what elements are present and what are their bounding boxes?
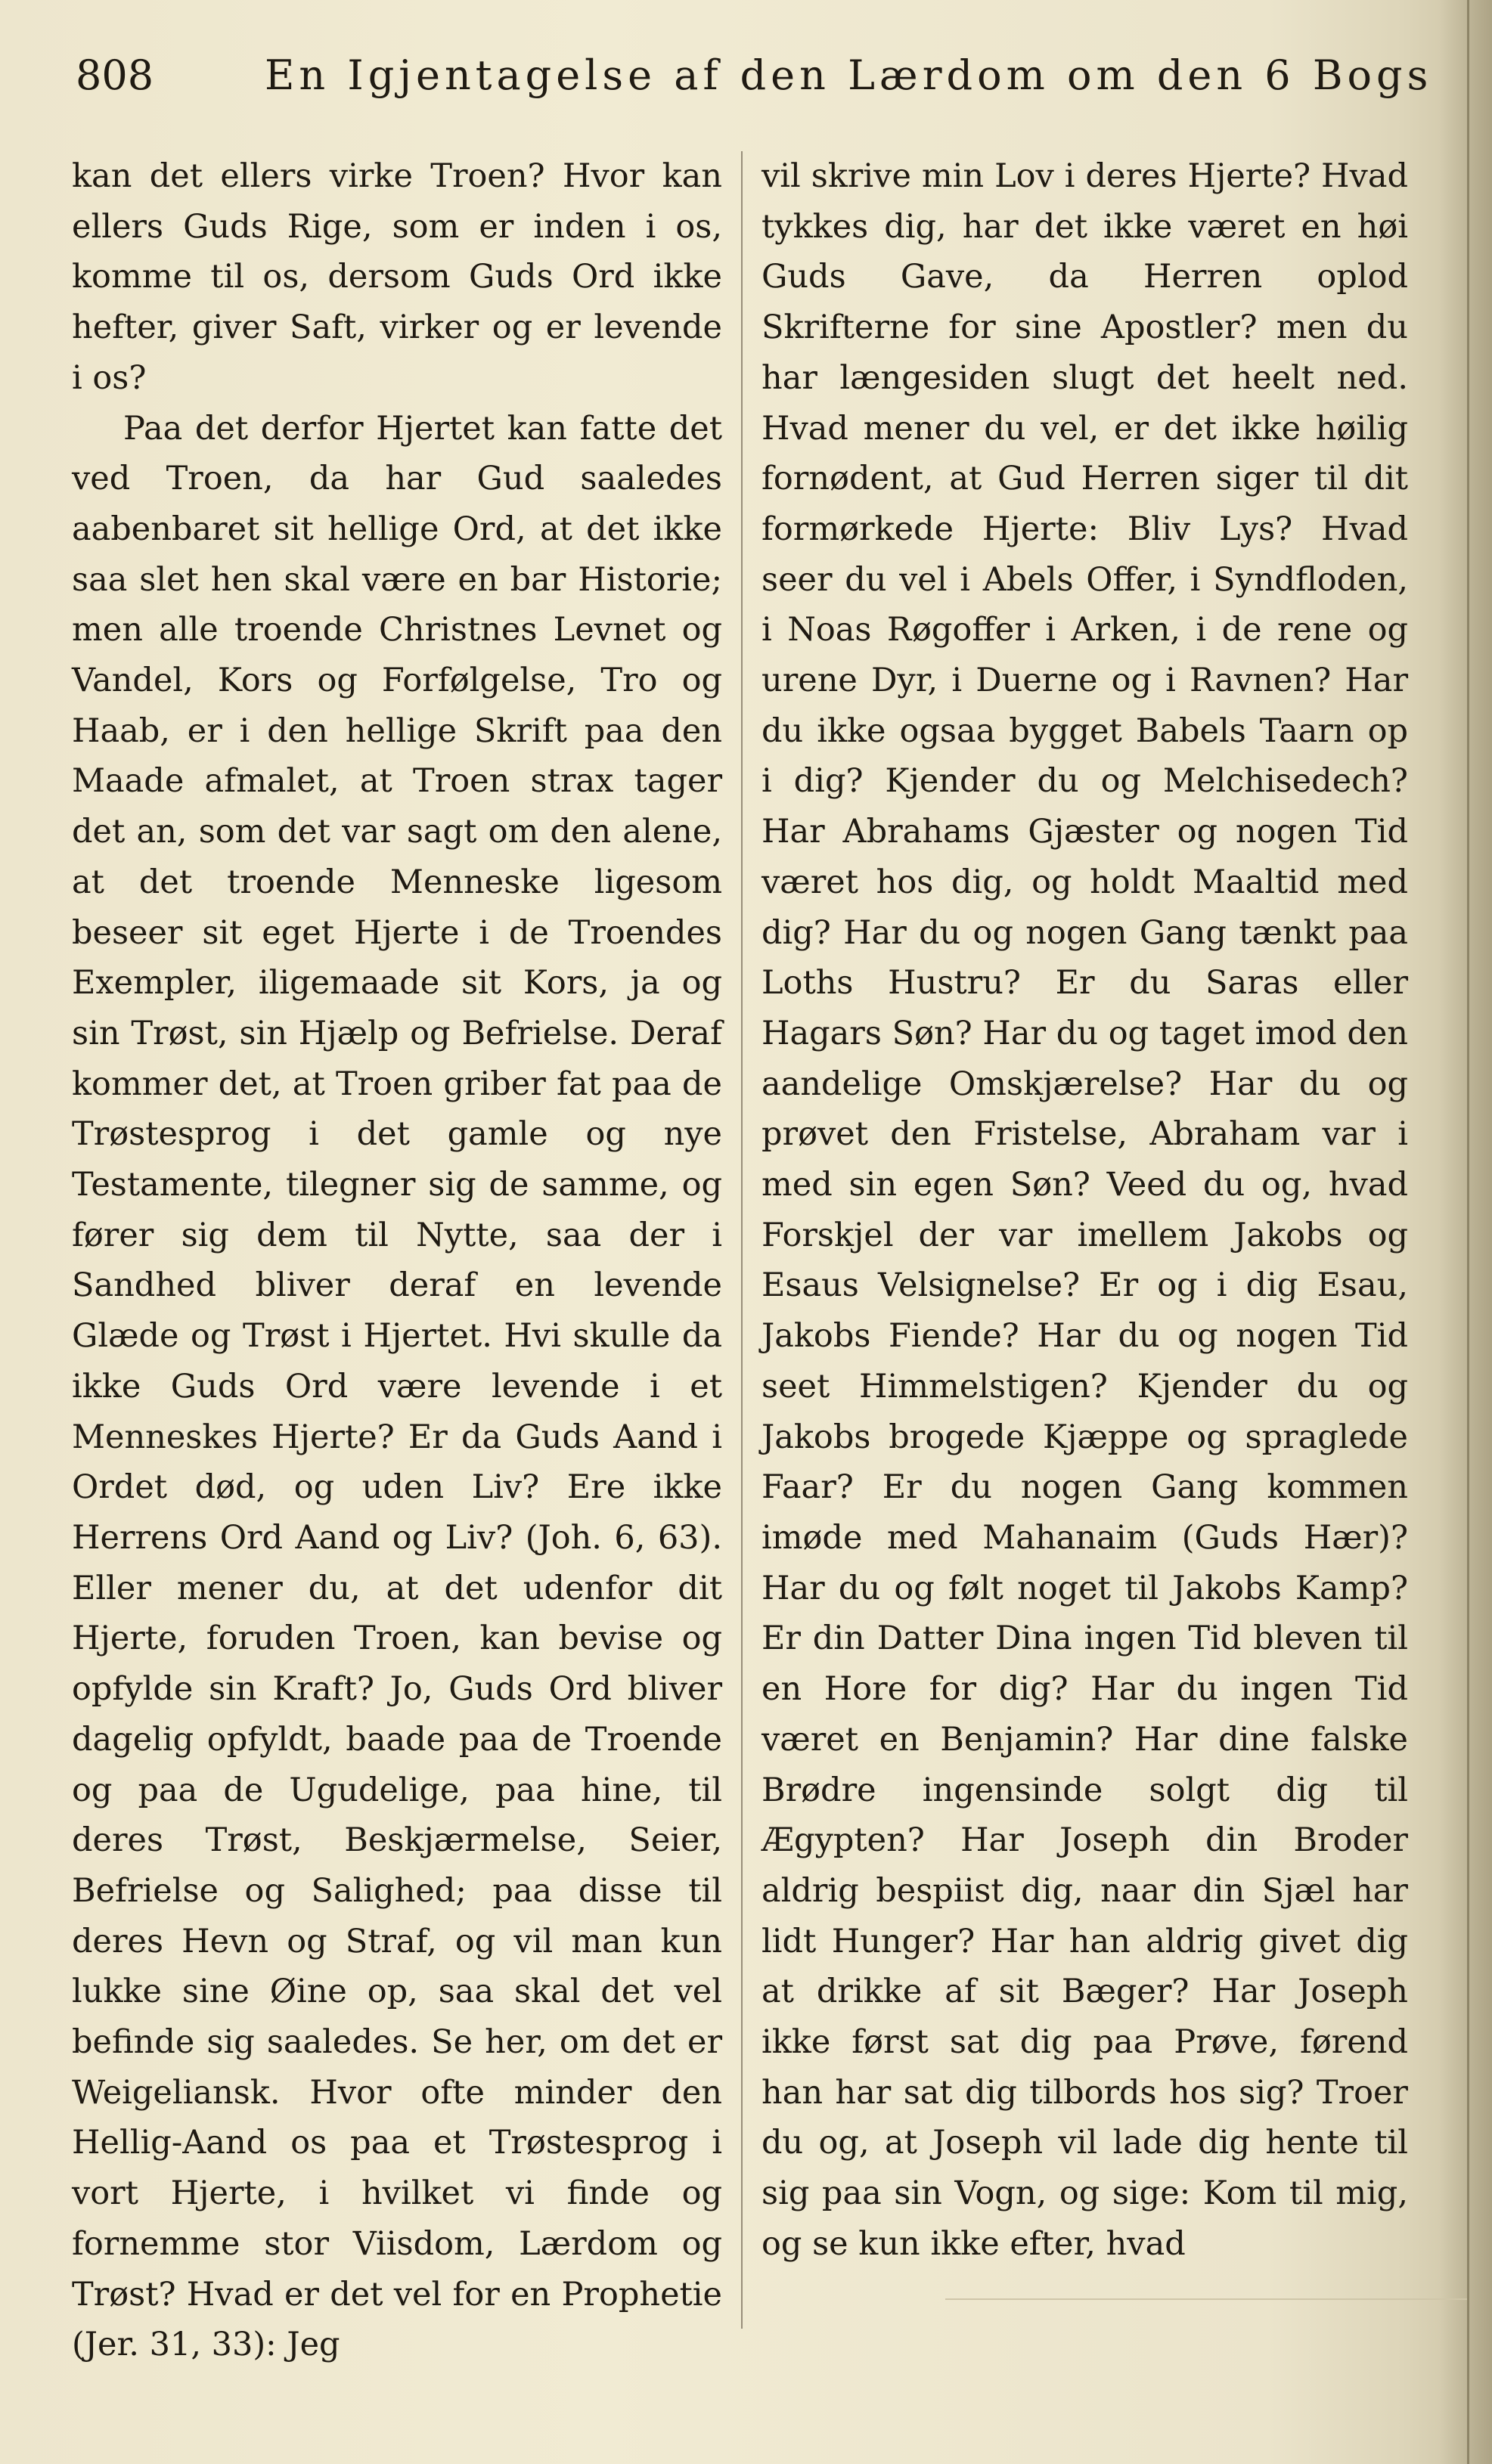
left-paragraph-2: Paa det derfor Hjertet kan fatte det ved Troen, da har Gud saaledes aabenbaret sit hellige Ord, at det ikke saa slet hen skal være en bar Historie; men alle troende Christnes Levnet og Vandel, Kors og Forfølgelse, Tro og Haab, er i den hellige Skrift paa den Maade afmalet, at Troen strax tager det an, som det var sagt om den alene, at det troende Menneske ligesom beseer sit eget Hjerte i de Troendes Exempler, iligemaade sit Kors, ja og sin Trøst, sin Hjælp og Befrielse. Deraf kommer det, at Troen griber fat paa de Trøstesprog i det gamle og nye Testamente, tilegner sig de samme, og fører sig dem til Nytte, saa der i Sandhed bliver deraf en levende Glæde og Trøst i Hjertet. Hvi skulle da ikke Guds Ord være levende i et Menneskes Hjerte? Er da Guds Aand i Ordet død, og uden Liv? Ere ikke Herrens Ord Aand og Liv? (Joh. 6, 63). Eller mener du, at det udenfor dit Hjerte, foruden Troen, kan bevise og opfylde sin Kraft? Jo, Guds Ord bliver dagelig opfyldt, baade paa de Troende og paa de Ugudelige, paa hine, til deres Trøst, Beskjærmelse, Seier, Befrielse og Salighed; paa disse til deres Hevn og Straf, og vil man kun lukke sine Øine op, saa skal det vel befinde sig saaledes. Se her, om det er Weigeliansk. Hvor ofte minder den Hellig-Aand os paa et Trøstesprog i vort Hjerte, i hvilket vi finde og fornemme stor Viisdom, Lærdom og Trøst? Hvad er det vel for en Prophetie (Jer. 31, 33): Jeg — [72, 409, 722, 2364]
page-edge-shadow — [1439, 0, 1492, 2464]
running-title: En Igjentagelse af den Lærdom om den 6 Bogs — [265, 51, 1433, 99]
right-column — [762, 151, 1408, 2329]
paper-fold-mark — [945, 2298, 1467, 2360]
page-header — [76, 42, 1433, 110]
left-paragraph-1: kan det ellers virke Troen? Hvor kan ellers Guds Rige, som er inden i os, komme til os, dersom Guds Ord ikke hefter, giver Saft, virker og er levende i os? — [72, 157, 722, 397]
column-divider — [741, 151, 743, 2329]
right-paragraph-1: vil skrive min Lov i deres Hjerte? Hvad tykkes dig, har det ikke været en høi Guds Gave, da Herren oplod Skrifterne for sine Apostler? men du har længesiden slugt det heelt ned. Hvad mener du vel, er det ikke høilig fornødent, at Gud Herren siger til dit formørkede Hjerte: Bliv Lys? Hvad seer du vel i Abels Offer, i Syndfloden, i Noas Røgoffer i Arken, i de rene og urene Dyr, i Duerne og i Ravnen? Har du ikke ogsaa bygget Babels Taarn op i dig? Kjender du og Melchisedech? Har Abrahams Gjæster og nogen Tid været hos dig, og holdt Maaltid med dig? Har du og nogen Gang tænkt paa Loths Hustru? Er du Saras eller Hagars Søn? Har du og taget imod den aandelige Omskjærelse? Har du og prøvet den Fristelse, Abraham var i med sin egen Søn? Veed du og, hvad Forskjel der var imellem Jakobs og Esaus Velsignelse? Er og i dig Esau, Jakobs Fiende? Har du og nogen Tid seet Himmelstigen? Kjender du og Jakobs brogede Kjæppe og spraglede Faar? Er du nogen Gang kommen imøde med Mahanaim (Guds Hær)? Har du og følt noget til Jakobs Kamp? Er din Datter Dina ingen Tid bleven til en Hore for dig? Har du ingen Tid været en Benjamin? Har dine falske Brødre ingensinde solgt dig til Ægypten? Har Joseph din Broder aldrig bespiist dig, naar din Sjæl har lidt Hunger? Har han aldrig givet dig at drikke af sit Bæger? Har Joseph ikke først sat dig paa Prøve, førend han har sat dig tilbords hos sig? Troer du og, at Joseph vil lade dig hente til sig paa sin Vogn, og sige: Kom til mig, og se kun ikke efter, hvad — [762, 157, 1408, 2263]
page-edge-line — [1467, 0, 1469, 2464]
left-column — [72, 151, 722, 2364]
page-number: 808 — [76, 51, 154, 99]
